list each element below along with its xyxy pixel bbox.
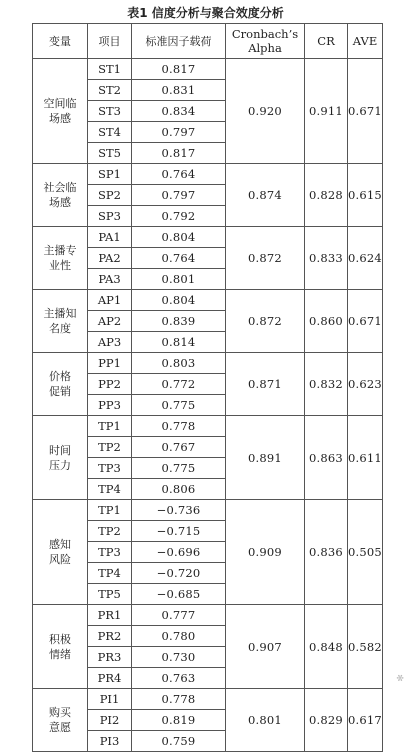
item-cell: PR4 (88, 668, 132, 689)
header-loading: 标准因子载荷 (132, 24, 226, 59)
ave-cell: 0.624 (348, 227, 383, 290)
loading-cell: 0.814 (132, 332, 226, 353)
ave-cell: 0.505 (348, 500, 383, 605)
alpha-cell: 0.874 (226, 164, 305, 227)
cr-cell: 0.833 (305, 227, 348, 290)
alpha-cell: 0.801 (226, 689, 305, 752)
cr-cell: 0.836 (305, 500, 348, 605)
table-row (33, 416, 383, 437)
loading-cell: 0.819 (132, 710, 226, 731)
loading-cell: 0.775 (132, 395, 226, 416)
cr-cell: 0.828 (305, 164, 348, 227)
alpha-cell: 0.909 (226, 500, 305, 605)
header-row (33, 24, 383, 59)
loading-cell: 0.801 (132, 269, 226, 290)
cr-cell: 0.911 (305, 59, 348, 164)
table-body (33, 59, 383, 752)
loading-cell: 0.777 (132, 605, 226, 626)
item-cell: SP2 (88, 185, 132, 206)
item-cell: TP4 (88, 479, 132, 500)
loading-cell: −0.696 (132, 542, 226, 563)
loading-cell: 0.780 (132, 626, 226, 647)
variable-cell: 积极 情绪 (33, 605, 88, 689)
item-cell: AP3 (88, 332, 132, 353)
item-cell: TP5 (88, 584, 132, 605)
loading-cell: 0.797 (132, 185, 226, 206)
loading-cell: 0.817 (132, 59, 226, 80)
item-cell: ST5 (88, 143, 132, 164)
alpha-cell: 0.871 (226, 353, 305, 416)
item-cell: SP1 (88, 164, 132, 185)
table-row (33, 227, 383, 248)
item-cell: ST3 (88, 101, 132, 122)
loading-cell: 0.730 (132, 647, 226, 668)
table-row (33, 353, 383, 374)
item-cell: AP2 (88, 311, 132, 332)
loading-cell: 0.763 (132, 668, 226, 689)
loading-cell: 0.764 (132, 164, 226, 185)
item-cell: PI2 (88, 710, 132, 731)
item-cell: AP1 (88, 290, 132, 311)
item-cell: TP3 (88, 458, 132, 479)
table-title: 表1 信度分析与聚合效度分析 (127, 6, 284, 20)
table-row (33, 59, 383, 80)
item-cell: TP1 (88, 500, 132, 521)
loading-cell: 0.778 (132, 689, 226, 710)
loading-cell: 0.775 (132, 458, 226, 479)
item-cell: PA1 (88, 227, 132, 248)
table-row (33, 689, 383, 710)
item-cell: TP1 (88, 416, 132, 437)
loading-cell: 0.834 (132, 101, 226, 122)
ave-cell: 0.615 (348, 164, 383, 227)
loading-cell: 0.792 (132, 206, 226, 227)
alpha-cell: 0.891 (226, 416, 305, 500)
loading-cell: 0.767 (132, 437, 226, 458)
loading-cell: −0.685 (132, 584, 226, 605)
alpha-cell: 0.907 (226, 605, 305, 689)
loading-cell: 0.831 (132, 80, 226, 101)
item-cell: PA2 (88, 248, 132, 269)
item-cell: SP3 (88, 206, 132, 227)
item-cell: ST4 (88, 122, 132, 143)
ave-cell: 0.582 (348, 605, 383, 689)
variable-cell: 主播专 业性 (33, 227, 88, 290)
loading-cell: 0.806 (132, 479, 226, 500)
loading-cell: 0.803 (132, 353, 226, 374)
item-cell: PP2 (88, 374, 132, 395)
item-cell: PR3 (88, 647, 132, 668)
ave-cell: 0.671 (348, 59, 383, 164)
item-cell: TP2 (88, 437, 132, 458)
ave-cell: 0.617 (348, 689, 383, 752)
alpha-cell: 0.920 (226, 59, 305, 164)
item-cell: PR1 (88, 605, 132, 626)
table-row (33, 164, 383, 185)
alpha-cell: 0.872 (226, 290, 305, 353)
loading-cell: −0.720 (132, 563, 226, 584)
watermark: ✻ (395, 672, 407, 686)
loading-cell: −0.715 (132, 521, 226, 542)
item-cell: PA3 (88, 269, 132, 290)
loading-cell: −0.736 (132, 500, 226, 521)
loading-cell: 0.759 (132, 731, 226, 752)
table-row (33, 500, 383, 521)
item-cell: TP3 (88, 542, 132, 563)
loading-cell: 0.817 (132, 143, 226, 164)
cr-cell: 0.832 (305, 353, 348, 416)
cr-cell: 0.829 (305, 689, 348, 752)
loading-cell: 0.839 (132, 311, 226, 332)
variable-cell: 主播知 名度 (33, 290, 88, 353)
table-row (33, 605, 383, 626)
cr-cell: 0.848 (305, 605, 348, 689)
ave-cell: 0.671 (348, 290, 383, 353)
header-cr: CR (305, 24, 348, 59)
variable-cell: 购买 意愿 (33, 689, 88, 752)
item-cell: ST1 (88, 59, 132, 80)
ave-cell: 0.611 (348, 416, 383, 500)
ave-cell: 0.623 (348, 353, 383, 416)
item-cell: ST2 (88, 80, 132, 101)
loading-cell: 0.804 (132, 227, 226, 248)
cr-cell: 0.863 (305, 416, 348, 500)
variable-cell: 时间 压力 (33, 416, 88, 500)
item-cell: TP4 (88, 563, 132, 584)
loading-cell: 0.804 (132, 290, 226, 311)
variable-cell: 空间临 场感 (33, 59, 88, 164)
loading-cell: 0.772 (132, 374, 226, 395)
item-cell: TP2 (88, 521, 132, 542)
item-cell: PI1 (88, 689, 132, 710)
item-cell: PI3 (88, 731, 132, 752)
item-cell: PP3 (88, 395, 132, 416)
variable-cell: 价格 促销 (33, 353, 88, 416)
header-alpha: Cronbach’s Alpha (226, 24, 305, 59)
header-ave: AVE (348, 24, 383, 59)
header-item: 项目 (88, 24, 132, 59)
item-cell: PP1 (88, 353, 132, 374)
reliability-table (32, 23, 383, 752)
variable-cell: 感知 风险 (33, 500, 88, 605)
item-cell: PR2 (88, 626, 132, 647)
loading-cell: 0.764 (132, 248, 226, 269)
header-variable: 变量 (33, 24, 88, 59)
table-row (33, 290, 383, 311)
alpha-cell: 0.872 (226, 227, 305, 290)
loading-cell: 0.797 (132, 122, 226, 143)
loading-cell: 0.778 (132, 416, 226, 437)
variable-cell: 社会临 场感 (33, 164, 88, 227)
cr-cell: 0.860 (305, 290, 348, 353)
